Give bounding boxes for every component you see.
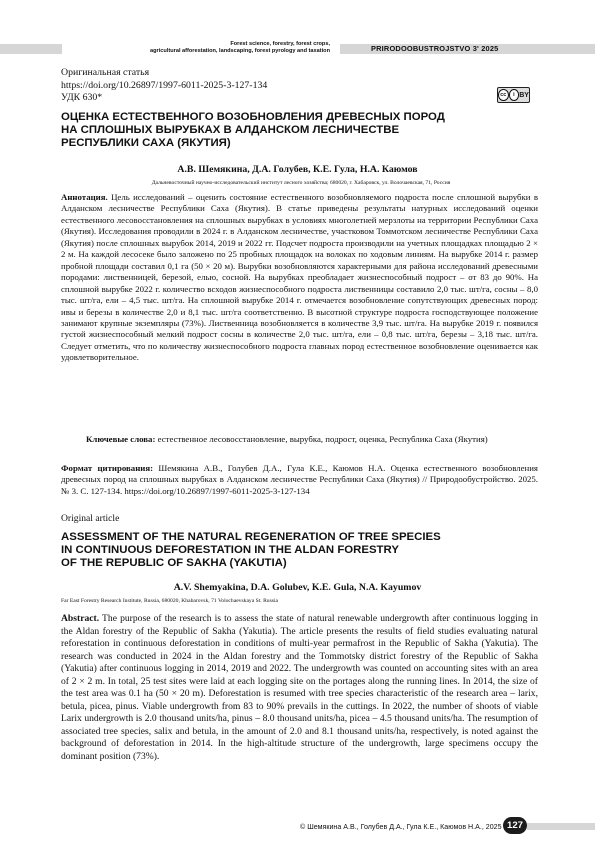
article-meta xyxy=(61,67,267,105)
copyright: © Шемякина А.В., Голубев Д.А., Гула К.Е., Каюмов Н.А., 2025 xyxy=(300,823,502,831)
udk-code: УДК 630* xyxy=(61,92,103,104)
title-en-line-1: ASSESSMENT OF THE NATURAL REGENERATION OF TREE SPECIES xyxy=(61,531,441,543)
title-ru xyxy=(61,111,445,150)
citation-ru xyxy=(61,463,538,497)
article-type-ru: Оригинальная статья xyxy=(61,67,150,78)
journal-name: PRIRODOOBUSTROJSTVO 3' 2025 xyxy=(371,44,499,53)
title-ru-line-3: РЕСПУБЛИКИ САХА (ЯКУТИЯ) xyxy=(61,137,231,149)
citation-ru-label: Формат цитирования: xyxy=(61,463,154,473)
header-bar-left xyxy=(0,44,62,54)
title-ru-line-2: НА СПЛОШНЫХ ВЫРУБКАХ В АЛДАНСКОМ ЛЕСНИЧЕСТВЕ xyxy=(61,124,400,136)
cc-by-label: BY xyxy=(519,91,529,99)
authors-en: A.V. Shemyakina, D.A. Golubev, K.E. Gula, N.A. Kayumov xyxy=(173,582,422,593)
doi-link[interactable]: https://doi.org/10.26897/1997-6011-2025-3-127-134 xyxy=(61,79,268,91)
header-line-2: agricultural afforestation, landscaping, forest pyrology and taxation xyxy=(150,48,330,54)
title-ru-line-1: ОЦЕНКА ЕСТЕСТВЕННОГО ВОЗОБНОВЛЕНИЯ ДРЕВЕСНЫХ ПОРОД xyxy=(61,111,445,123)
keywords-ru-text: естественное лесовосстановление, вырубка, подрост, оценка, Республика Саха (Якутия) xyxy=(155,434,488,444)
abstract-en xyxy=(61,613,538,763)
citation-ru-text: Шемякина А.В., Голубев Д.А., Гула К.Е., Каюмов Н.А. Оценка естественного возобновления древесных пород на сплошных вырубках в Алданском лесничестве Республики Саха (Якутия) // Природообустройство. 2025. № 3. С. 127-134. https://doi.org/10.26897/1997-6011-2025-3-127-134 xyxy=(61,463,538,496)
title-en-line-2: IN CONTINUOUS DEFORESTATION IN THE ALDAN FORESTRY xyxy=(61,544,399,556)
abstract-ru xyxy=(61,192,538,364)
cc-icon: cc xyxy=(498,89,509,101)
keywords-ru xyxy=(86,434,538,445)
footer-bar xyxy=(527,823,595,830)
title-en-line-3: OF THE REPUBLIC OF SAKHA (YAKUTIA) xyxy=(61,557,287,569)
article-type-en: Original article xyxy=(61,513,120,524)
affiliation-en: Far East Forestry Research Institute, Russia, 680020, Khabarovsk, 71 Volochaevskaya St. Russia xyxy=(61,598,278,604)
cc-license-badge[interactable] xyxy=(497,87,530,103)
abstract-en-text: The purpose of the research is to assess the state of natural renewable undergrowth after continuous logging in the Aldan forestry of the Republic of Sakha (Yakutia). The article presents the results of field studies evaluating natural reforestation in continuous deforestation in conditions of multi-year permafrost in the Republic of Sakha (Yakutia). The research was conducted in 2024 in the Aldan forestry and the Tommotsky district forestry of the Republic of Sakha (Yakutia) after continuous logging in 2014, 2019 and 2022. The undergrowth was counted on accounting sites with an area of 2 × 2 m. In total, 25 test sites were laid at each logging site on the portages along the running lines. In 2014, the size of the test area was 0.1 ha (50 × 20 m). Deforestation is resumed with tree species characteristic of the research area – larix, betula, picea, pinus. Viable undergrowth from 83 to 90% prevails in the cuttings. In 2022, the number of shoots of viable Larix undergrowth is 2.0 thousand units/ha, pinus – 8.0 thousand units/ha, picea – 4.5 thousand units/ha. The resumption of associated tree species, salix and betula, in the amount of 2.0 and 8.1 thousand units/ha, respectively, is noted against the background of deforestation in 2014. In the high-altitude structure of the undergrowth, large specimens occupy the dominant position (73%). xyxy=(61,613,538,762)
abstract-en-label: Abstract. xyxy=(61,613,100,624)
affiliation-ru: Дальневосточный научно-исследовательский институт лесного хозяйства; 680020, г. Хабаровск, ул. Волочаевская, 71, Россия xyxy=(151,180,451,186)
abstract-ru-label: Аннотация. xyxy=(61,192,108,202)
header-line-1: Forest science, forestry, forest crops, xyxy=(230,41,330,47)
page-number: 127 xyxy=(503,817,527,834)
keywords-ru-label: Ключевые слова: xyxy=(86,434,156,444)
title-en xyxy=(61,531,441,570)
authors-ru: А.В. Шемякина, Д.А. Голубев, К.Е. Гула, Н.А. Каюмов xyxy=(177,164,418,175)
abstract-ru-text: Цель исследований – оценить состояние естественного возобновляемого подроста после сплошной вырубки в Алданском лесничестве Республики Саха (Якутия). В статье приведены результаты натурных исследований оценки естественного лесовосстановления на сплошных вырубках в условиях многолетней мерзлоты на территории Республики Саха (Якутия). Исследования проводили в 2024 г. в Алданском лесничестве, участковом Томмотском лесничестве Республики Саха (Якутия) после сплошных вырубок 2014, 2019 и 2022 гг. Подсчет подроста производили на учетных площадках площадью 2 × 2 м. На каждой лесосеке было заложено по 25 пробных площадок на волоках по ходовым линиям. На вырубке 2014 г. размер пробной площади составил 0,1 га (50 × 20 м). Вырубки возобновляются характерными для района исследований древесными породами: лиственницей, березой, елью, сосной. На вырубках преобладает жизнеспособный подрост – от 83 до 90%. На сплошной вырубке 2022 г. количество всходов жизнеспособного подроста лиственницы составило 2,0 тыс. шт/га, сосны – 8,0 тыс. шт/га, ели – 4,5 тыс. шт/га. На сплошной вырубке 2014 г. отмечается возобновление сопутствующих древесных пород: ивы и березы в количестве 2,0 и 8,1 тыс. шт/га соответственно. В высотной структуре подроста господствующее положение занимают крупные экземпляры (73%). Лиственница возобновляется в количестве 3,9 тыс. шт/га. На вырубке 2019 г. появился густой жизнеспособный мелкий подрост сосны в количестве 2,0 тыс. шт/га, ели – 0,8 тыс. шт/га, березы – 3,18 тыс. шт/га. Следует отметить, что по количеству жизнеспособного подроста главных пород естественное возобновление оценивается как удовлетворительное. xyxy=(61,192,538,363)
by-icon: i xyxy=(509,89,520,101)
running-header-section xyxy=(60,41,330,55)
